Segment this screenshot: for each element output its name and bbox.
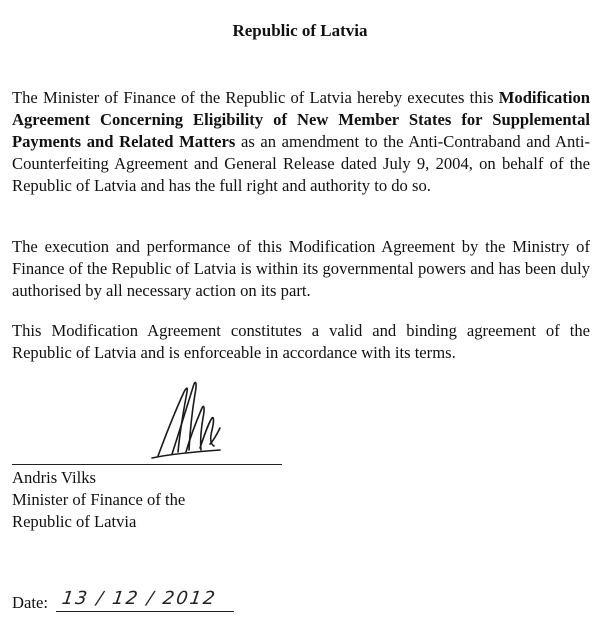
agreement-name: Modification Agreement Concerning Eligibility of New Member States for Supplemental Payments and Related Matters xyxy=(12,88,590,151)
date-label: Date: xyxy=(12,593,48,612)
signer-name: Andris Vilks xyxy=(12,468,96,487)
paragraph-execution-intro: The Minister of Finance of the Republic of Latvia hereby executes this xyxy=(12,88,499,107)
paragraph-binding: This Modification Agreement constitutes a valid and binding agreement of the Republic of Latvia and is enforceable in accordance with its terms. xyxy=(12,321,590,362)
signer-block xyxy=(12,467,185,533)
paragraph-execution-rest: as an amendment to the Anti-Contraband and Anti-Counterfeiting Agreement and General Release dated July 9, 2004, on behalf of the Republic of Latvia and has the full right and authority to do so. xyxy=(12,132,590,195)
paragraph-execution xyxy=(12,87,590,197)
signer-title-line1: Minister of Finance of the xyxy=(12,490,186,509)
date-value-handwritten: 13 / 12 / 2012 xyxy=(60,588,219,609)
paragraph-authority: The execution and performance of this Modification Agreement by the Ministry of Finance of the Republic of Latvia is within its governmental powers and has been duly authorised by all necessary action on its part. xyxy=(12,237,590,300)
handwritten-signature xyxy=(150,378,230,462)
date-line xyxy=(56,611,234,612)
date-field xyxy=(12,588,252,614)
signer-title-line2: Republic of Latvia xyxy=(12,512,137,531)
document-title: Republic of Latvia xyxy=(232,21,368,40)
signature-line xyxy=(12,464,282,465)
